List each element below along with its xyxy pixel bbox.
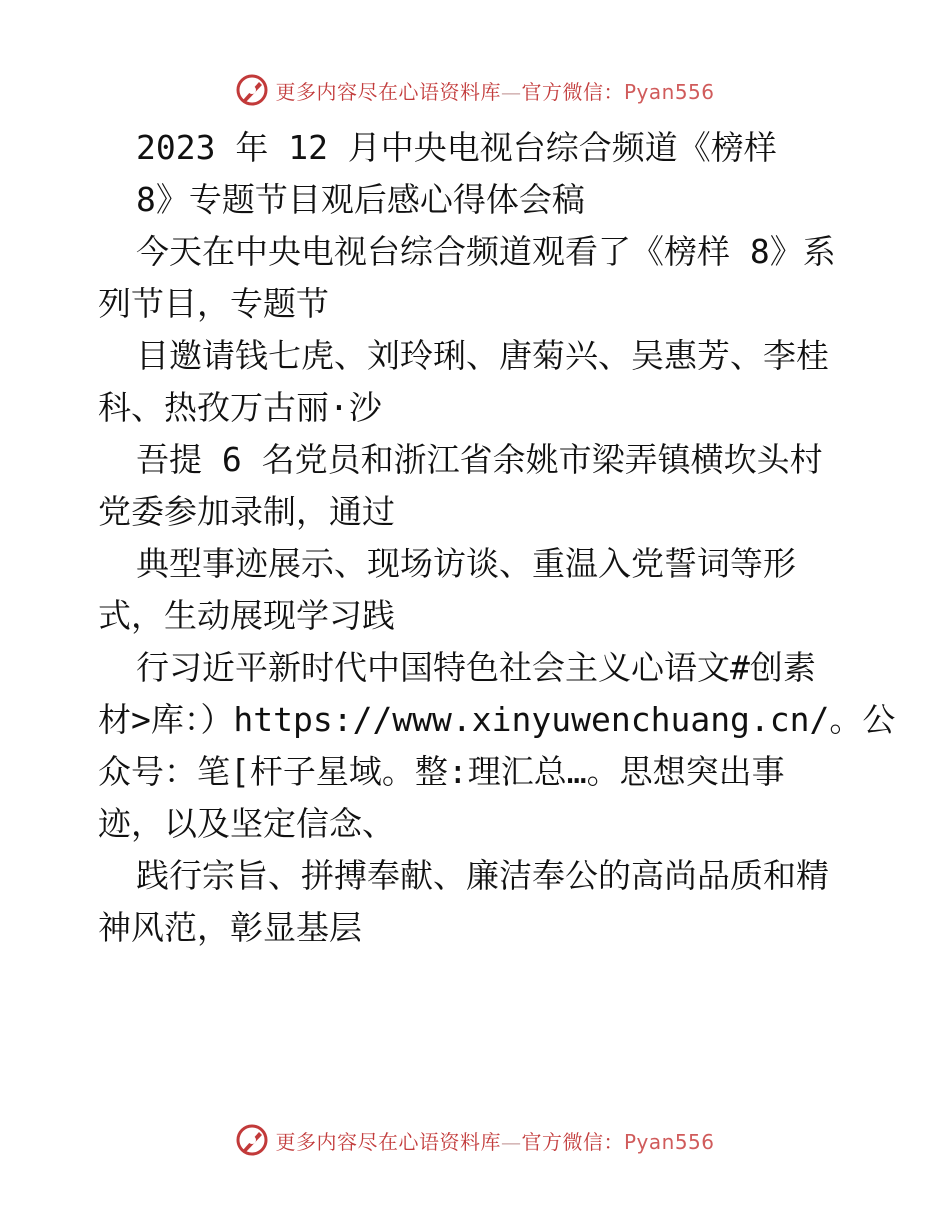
paragraph-line: 党委参加录制，通过 [98,492,395,531]
paragraph-line: 行习近平新时代中国特色社会主义心语文#创素 [136,648,816,687]
banner-separator: — [500,1129,522,1154]
banner-text [275,1126,714,1155]
paragraph-line: 科、热孜万古丽·沙 [98,388,382,427]
header-watermark-banner [0,70,950,110]
quill-logo-icon [235,73,269,107]
paragraph [98,642,896,850]
banner-wechat-id: Pyan556 [623,79,715,104]
paragraph-line: 目邀请钱七虎、刘玲琍、唐菊兴、吴惠芳、李桂 [136,336,829,375]
paragraph-line: 迹，以及坚定信念、 [98,804,395,843]
paragraph [98,850,858,954]
paragraph-line: 践行宗旨、拼搏奉献、廉洁奉公的高尚品质和精 [136,856,829,895]
footer-watermark-banner [0,1120,950,1160]
paragraph-line: 式，生动展现学习践 [98,596,395,635]
banner-wechat-label: 官方微信： [521,1129,624,1154]
banner-site-name: 更多内容尽在心语资料库 [275,79,501,104]
paragraph [98,538,858,642]
title-line-1: 2023 年 12 月中央电视台综合频道《榜样 [136,128,777,167]
paragraph-line: 材>库：）https://www.xinyuwenchuang.cn/。公 [98,700,896,739]
banner-text [275,76,714,105]
paragraph-line: 列节目，专题节 [98,284,329,323]
paragraph-line: 典型事迹展示、现场访谈、重温入党誓词等形 [136,544,796,583]
document-title [98,122,858,226]
paragraph [98,330,858,434]
paragraph-line: 今天在中央电视台综合频道观看了《榜样 8》系 [136,232,836,271]
paragraph-line: 吾提 6 名党员和浙江省余姚市梁弄镇横坎头村 [136,440,823,479]
paragraph-line: 神风范，彰显基层 [98,908,362,947]
paragraph [98,434,858,538]
paragraph-line: 众号：笔[杆子星域。整:理汇总…。思想突出事 [98,752,785,791]
banner-wechat-id: Pyan556 [623,1129,715,1154]
paragraph [98,226,858,330]
banner-wechat-label: 官方微信： [521,79,624,104]
document-body [98,122,896,954]
title-line-2: 8》专题节目观后感心得体会稿 [136,180,585,219]
banner-separator: — [500,79,522,104]
quill-logo-icon [235,1123,269,1157]
banner-site-name: 更多内容尽在心语资料库 [275,1129,501,1154]
